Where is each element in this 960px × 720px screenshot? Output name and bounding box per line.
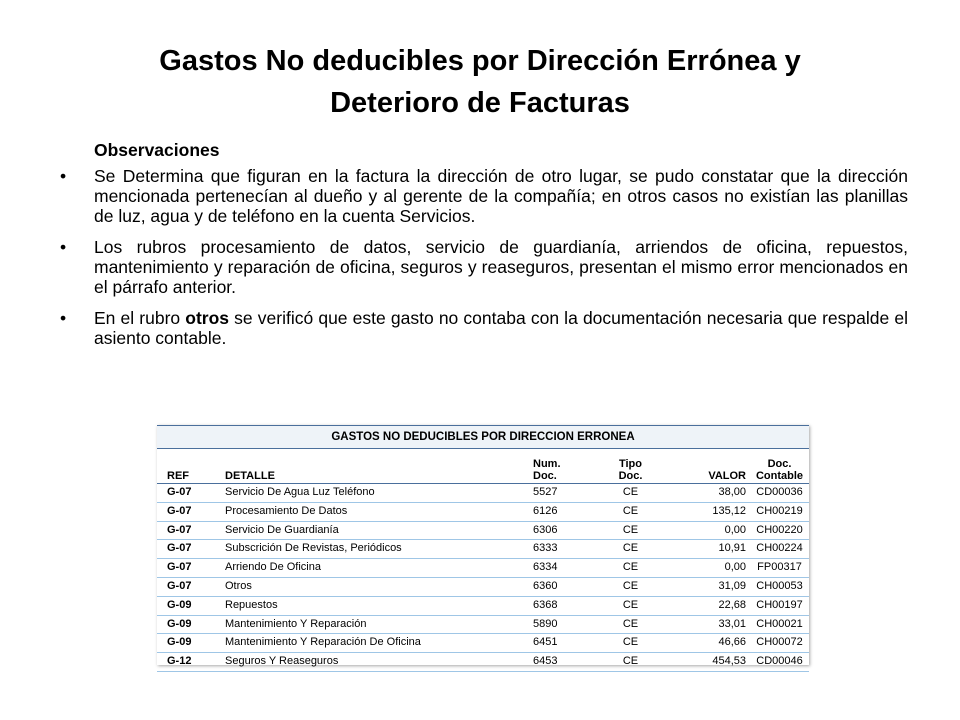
cell-tipo-doc: CE: [599, 653, 662, 672]
header-detalle: DETALLE: [221, 459, 529, 484]
cell-valor: 33,01: [662, 615, 750, 634]
table-row: [157, 484, 809, 503]
cell-num-doc: 5890: [529, 615, 599, 634]
observation-item-3: [60, 308, 908, 348]
table-title: GASTOS NO DEDUCIBLES POR DIRECCION ERRONEA: [157, 425, 809, 449]
cell-doc-contable: CH00072: [750, 634, 809, 653]
cell-detalle: Servicio De Guardianía: [221, 521, 529, 540]
table-row: [157, 653, 809, 672]
cell-num-doc: 6126: [529, 502, 599, 521]
cell-valor: 135,12: [662, 502, 750, 521]
cell-valor: 38,00: [662, 484, 750, 503]
cell-num-doc: 6360: [529, 577, 599, 596]
observation-text-bold: otros: [185, 308, 230, 328]
cell-valor: 46,66: [662, 634, 750, 653]
cell-doc-contable: CD00036: [750, 484, 809, 503]
cell-valor: 22,68: [662, 596, 750, 615]
cell-num-doc: 6334: [529, 559, 599, 578]
cell-ref: G-07: [157, 502, 221, 521]
cell-ref: G-07: [157, 540, 221, 559]
cell-detalle: Subscrición De Revistas, Periódicos: [221, 540, 529, 559]
cell-valor: 10,91: [662, 540, 750, 559]
cell-doc-contable: CH00220: [750, 521, 809, 540]
header-doc-contable: Doc. Contable: [750, 459, 809, 484]
observation-item-2: [60, 237, 908, 297]
slide-title-line-1: Gastos No deducibles por Dirección Errónea y: [159, 45, 801, 77]
table-row: [157, 521, 809, 540]
cell-tipo-doc: CE: [599, 634, 662, 653]
cell-tipo-doc: CE: [599, 596, 662, 615]
cell-tipo-doc: CE: [599, 559, 662, 578]
cell-tipo-doc: CE: [599, 540, 662, 559]
cell-tipo-doc: CE: [599, 484, 662, 503]
table-row: [157, 540, 809, 559]
cell-doc-contable: CH00219: [750, 502, 809, 521]
expenses-table-image: [157, 425, 809, 668]
cell-detalle: Seguros Y Reaseguros: [221, 653, 529, 672]
bullet-icon: •: [60, 237, 67, 257]
cell-ref: G-09: [157, 596, 221, 615]
observation-text-before: En el rubro: [94, 308, 186, 328]
bullet-icon: •: [60, 308, 67, 328]
expenses-table: [157, 459, 809, 672]
cell-ref: G-09: [157, 634, 221, 653]
cell-ref: G-07: [157, 484, 221, 503]
header-valor: VALOR: [662, 459, 750, 484]
observations-heading: Observaciones: [94, 140, 220, 160]
slide-title-line-2: Deterioro de Facturas: [330, 87, 630, 119]
cell-tipo-doc: CE: [599, 521, 662, 540]
cell-ref: G-07: [157, 559, 221, 578]
bullet-icon: •: [60, 166, 67, 186]
cell-doc-contable: CD00046: [750, 653, 809, 672]
cell-ref: G-12: [157, 653, 221, 672]
observation-text: Los rubros procesamiento de datos, servicio de guardianía, arriendos de oficina, repuestos, mantenimiento y reparación de oficina, seguros y reaseguros, presentan el mismo error mencionados en el párrafo anterior.: [94, 237, 908, 297]
cell-num-doc: 6453: [529, 653, 599, 672]
cell-valor: 0,00: [662, 521, 750, 540]
cell-detalle: Arriendo De Oficina: [221, 559, 529, 578]
cell-ref: G-07: [157, 577, 221, 596]
cell-doc-contable: FP00317: [750, 559, 809, 578]
cell-tipo-doc: CE: [599, 502, 662, 521]
cell-detalle: Repuestos: [221, 596, 529, 615]
cell-ref: G-07: [157, 521, 221, 540]
table-row: [157, 596, 809, 615]
header-tipo-doc: Tipo Doc.: [599, 459, 662, 484]
cell-num-doc: 6306: [529, 521, 599, 540]
cell-doc-contable: CH00224: [750, 540, 809, 559]
slide-title: [80, 40, 880, 124]
table-row: [157, 634, 809, 653]
observation-item-1: [60, 166, 908, 226]
cell-doc-contable: CH00053: [750, 577, 809, 596]
observations-list: [60, 166, 908, 348]
header-ref: REF: [157, 459, 221, 484]
cell-doc-contable: CH00197: [750, 596, 809, 615]
cell-detalle: Mantenimiento Y Reparación: [221, 615, 529, 634]
cell-valor: 454,53: [662, 653, 750, 672]
observations-section: [60, 140, 908, 359]
observation-text: Se Determina que figuran en la factura la dirección de otro lugar, se pudo constatar que la dirección mencionada pertenecían al dueño y al gerente de la compañía; en otros casos no existían las planillas de luz, agua y de teléfono en la cuenta Servicios.: [94, 166, 908, 226]
table-row: [157, 559, 809, 578]
cell-num-doc: 6368: [529, 596, 599, 615]
cell-valor: 31,09: [662, 577, 750, 596]
cell-tipo-doc: CE: [599, 615, 662, 634]
cell-num-doc: 6333: [529, 540, 599, 559]
cell-detalle: Mantenimiento Y Reparación De Oficina: [221, 634, 529, 653]
table-header-row: [157, 459, 809, 484]
cell-detalle: Servicio De Agua Luz Teléfono: [221, 484, 529, 503]
table-row: [157, 615, 809, 634]
cell-num-doc: 6451: [529, 634, 599, 653]
cell-tipo-doc: CE: [599, 577, 662, 596]
table-row: [157, 502, 809, 521]
cell-ref: G-09: [157, 615, 221, 634]
cell-num-doc: 5527: [529, 484, 599, 503]
table-row: [157, 577, 809, 596]
observation-text-after: se verificó que este gasto no contaba con la documentación necesaria que respalde el asiento contable.: [94, 308, 908, 348]
cell-valor: 0,00: [662, 559, 750, 578]
cell-detalle: Procesamiento De Datos: [221, 502, 529, 521]
header-num-doc: Num. Doc.: [529, 459, 599, 484]
cell-detalle: Otros: [221, 577, 529, 596]
cell-doc-contable: CH00021: [750, 615, 809, 634]
